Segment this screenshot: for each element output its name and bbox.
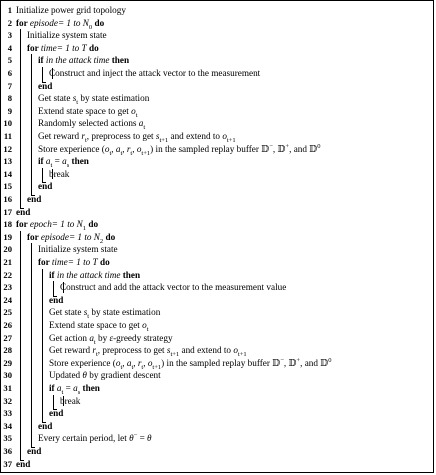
subscript: t <box>120 363 123 371</box>
text-segment: , 𝔻 <box>283 357 297 368</box>
line-number: 8 <box>7 93 12 104</box>
text-segment: in the attack time <box>56 269 121 280</box>
subscript: t <box>87 313 90 321</box>
line-number: 13 <box>3 156 12 167</box>
block-bracket <box>20 231 21 460</box>
line-text <box>49 332 173 345</box>
algorithm-line <box>1 319 431 332</box>
keyword: end <box>16 458 31 469</box>
subscript: t <box>146 325 149 333</box>
keyword: end <box>49 408 64 419</box>
line-text <box>16 17 104 30</box>
algorithm-line <box>1 395 431 408</box>
text-segment: s <box>72 93 77 104</box>
line-number: 1 <box>7 5 12 15</box>
algorithm-line <box>1 306 431 319</box>
algorithm-line <box>1 29 431 42</box>
text-segment: ) in the sampled replay buffer 𝔻 <box>161 357 281 368</box>
line-number: 6 <box>7 68 12 78</box>
algorithm-line <box>1 357 431 370</box>
line-text <box>38 155 89 168</box>
line-number: 9 <box>7 105 12 116</box>
algorithm-line <box>1 281 431 294</box>
line-number: 7 <box>7 80 12 91</box>
algorithm-line <box>1 294 431 307</box>
text-segment: a <box>126 357 132 368</box>
algorithm-line <box>1 42 431 55</box>
line-number: 31 <box>3 383 12 393</box>
text-segment: Store experience ( <box>38 143 105 154</box>
subscript: t <box>61 388 64 396</box>
algorithm-line <box>1 117 431 130</box>
algorithm-line <box>1 92 431 105</box>
line-text <box>38 117 145 130</box>
line-text <box>60 281 286 294</box>
text-segment: θ <box>82 370 87 381</box>
line-number: 22 <box>3 269 12 280</box>
subscript: t <box>131 363 134 371</box>
text-segment: o <box>104 143 110 154</box>
text-segment: a <box>89 332 94 343</box>
line-text <box>49 269 140 282</box>
text-segment: Get state <box>49 307 84 318</box>
line-text <box>49 344 247 357</box>
text-segment: , <box>132 143 137 154</box>
subscript: t+1 <box>226 136 236 144</box>
subscript: t <box>135 111 138 119</box>
line-number: 30 <box>3 370 12 381</box>
text-segment: , preprocess to get <box>97 345 167 356</box>
subscript: t <box>84 136 87 144</box>
text-segment: time= 1 to <box>51 257 93 267</box>
line-text <box>27 29 107 42</box>
algorithm-line <box>1 80 431 93</box>
line-number: 34 <box>3 420 12 431</box>
text-segment: Randomly selected actions <box>38 118 139 129</box>
text-segment: , <box>133 357 138 368</box>
text-segment: T <box>81 42 87 53</box>
line-number: 10 <box>3 118 12 129</box>
algorithm-line <box>1 180 431 193</box>
line-number: 11 <box>3 131 12 141</box>
block-bracket-end <box>42 422 46 423</box>
text-segment: θ <box>147 433 152 444</box>
superscript: − <box>280 356 284 364</box>
text-segment: , and 𝔻 <box>300 357 329 368</box>
subscript: s <box>77 388 81 396</box>
text-segment: = <box>137 433 148 444</box>
text-segment: by <box>95 332 110 343</box>
keyword: for <box>38 257 52 267</box>
block-bracket <box>31 54 32 195</box>
line-text <box>49 369 161 382</box>
text-segment: a <box>115 143 121 154</box>
algorithm-line <box>1 432 431 445</box>
line-text <box>49 382 100 395</box>
algorithm-line <box>1 143 431 156</box>
keyword: for <box>27 42 41 53</box>
keyword: if <box>38 156 46 167</box>
algorithm-line <box>1 458 431 471</box>
keyword: then <box>69 156 89 167</box>
line-number: 5 <box>7 55 12 66</box>
superscript: + <box>296 356 301 364</box>
line-number: 17 <box>3 206 12 217</box>
line-text <box>38 54 129 67</box>
line-text <box>49 306 160 319</box>
algorithm-line <box>1 168 431 181</box>
superscript: 0 <box>328 356 332 364</box>
text-segment: r <box>92 345 96 356</box>
line-number: 12 <box>3 143 12 154</box>
text-segment: Get reward <box>38 131 82 141</box>
keyword: if <box>49 383 57 393</box>
subscript: t+1 <box>152 363 162 371</box>
text-segment: by state estimation <box>78 93 150 104</box>
text-segment: a <box>73 383 78 393</box>
algorithm-line <box>1 155 431 168</box>
text-segment: time= 1 to <box>40 42 82 53</box>
inner-block-bar <box>63 282 64 293</box>
keyword: do <box>103 231 116 242</box>
line-text <box>49 319 149 332</box>
line-text <box>38 92 149 105</box>
text-segment: episode= 1 to <box>29 17 83 28</box>
subscript: 2 <box>99 237 104 245</box>
line-number: 35 <box>3 433 12 444</box>
text-segment: Store experience ( <box>49 357 116 368</box>
keyword: for <box>16 219 30 230</box>
algorithm-line <box>1 231 431 244</box>
text-segment: r <box>126 143 131 154</box>
subscript: s <box>66 162 70 170</box>
line-number: 33 <box>3 408 12 419</box>
keyword: if <box>38 55 46 66</box>
text-segment: ε <box>109 332 114 343</box>
text-segment: o <box>142 320 147 330</box>
text-segment: T <box>92 257 98 267</box>
subscript: 1 <box>82 225 87 233</box>
superscript: − <box>269 142 273 150</box>
algorithm-line <box>1 369 431 382</box>
text-segment: θ <box>129 433 134 444</box>
text-segment: Extend state space to get <box>38 105 132 116</box>
algorithm-line <box>1 445 431 458</box>
keyword: end <box>38 181 53 192</box>
block-bracket-end <box>20 460 24 461</box>
line-text <box>38 243 118 256</box>
line-number: 28 <box>3 345 12 356</box>
line-number: 2 <box>7 17 12 28</box>
line-number: 32 <box>3 395 12 406</box>
text-segment: epoch= 1 to <box>29 219 77 230</box>
text-segment: Initialize system state <box>27 30 107 41</box>
line-number: 36 <box>3 446 12 456</box>
text-segment: o <box>136 143 142 154</box>
keyword: end <box>38 80 53 91</box>
block-bracket-end <box>31 447 35 448</box>
subscript: t <box>109 149 112 157</box>
text-segment: o <box>222 131 227 141</box>
line-text <box>38 143 320 156</box>
line-number: 29 <box>3 357 12 368</box>
line-number: 24 <box>3 294 12 305</box>
line-text <box>27 42 99 55</box>
text-segment: , and 𝔻 <box>289 143 318 154</box>
text-segment: by state estimation <box>89 307 161 318</box>
text-segment: s <box>166 345 171 356</box>
line-text <box>38 105 138 118</box>
algorithm-line <box>1 4 431 17</box>
algorithm-line <box>1 332 431 345</box>
text-segment: in the attack time <box>45 55 110 66</box>
text-segment: , preprocess to get <box>86 131 156 141</box>
keyword: do <box>86 219 99 230</box>
algorithm-line <box>1 54 431 67</box>
keyword: if <box>49 269 57 280</box>
line-text <box>49 357 331 370</box>
text-segment: break <box>49 168 70 179</box>
keyword: end <box>38 420 53 431</box>
text-segment: a <box>45 156 51 167</box>
text-segment: Every certain period, let <box>38 433 130 444</box>
text-segment: N <box>93 231 100 242</box>
block-bracket <box>53 281 54 296</box>
keyword: for <box>27 231 41 242</box>
algorithm-line <box>1 193 431 206</box>
text-segment: Get action <box>49 332 90 343</box>
keyword: end <box>49 294 64 305</box>
subscript: t <box>93 338 96 346</box>
inner-block-bar <box>52 68 53 79</box>
text-segment: a <box>138 118 144 129</box>
text-segment: o <box>147 357 153 368</box>
keyword: end <box>27 194 42 204</box>
line-number: 14 <box>3 168 12 179</box>
text-segment: break <box>60 395 81 406</box>
text-segment: a <box>62 156 67 167</box>
keyword: end <box>16 206 31 217</box>
text-segment: Extend state space to get <box>49 320 143 330</box>
keyword: then <box>109 55 130 66</box>
algorithm-line <box>1 67 431 80</box>
line-text <box>38 256 110 269</box>
text-segment: N <box>82 17 89 28</box>
block-bracket-end <box>42 82 46 83</box>
line-text <box>38 432 152 445</box>
block-bracket <box>20 29 21 207</box>
keyword: then <box>80 383 100 393</box>
keyword: do <box>97 257 110 267</box>
block-bracket <box>42 168 43 183</box>
subscript: t <box>143 124 146 132</box>
text-segment: = <box>63 383 74 393</box>
block-bracket-end <box>31 195 35 196</box>
inner-block-bar <box>52 169 53 180</box>
text-segment: , <box>122 143 127 154</box>
line-number: 16 <box>3 194 12 204</box>
line-number: 37 <box>3 458 12 469</box>
text-segment: N <box>76 219 83 230</box>
text-segment: o <box>131 105 136 116</box>
subscript: t <box>50 162 53 170</box>
text-segment: -greedy strategy <box>113 332 173 343</box>
text-segment: r <box>137 357 142 368</box>
subscript: t+1 <box>237 351 247 359</box>
text-segment: a <box>56 383 62 393</box>
text-segment: , <box>143 357 148 368</box>
subscript: 0 <box>88 23 93 31</box>
line-number: 26 <box>3 320 12 330</box>
line-number: 20 <box>3 244 12 255</box>
algorithm-line <box>1 256 431 269</box>
algorithm-line <box>1 206 431 219</box>
text-segment: o <box>233 345 238 356</box>
text-segment: Updated <box>49 370 83 381</box>
block-bracket <box>42 67 43 82</box>
text-segment: and extend to <box>168 131 223 141</box>
keyword: do <box>86 42 99 53</box>
text-segment: s <box>83 307 88 318</box>
subscript: t <box>141 363 144 371</box>
line-text <box>27 231 115 244</box>
algorithm-line <box>1 105 431 118</box>
keyword: do <box>92 17 105 28</box>
text-segment: Get reward <box>49 345 93 356</box>
text-segment: Initialize power grid topology <box>16 5 126 15</box>
keyword: for <box>16 17 30 28</box>
line-number: 21 <box>3 257 12 267</box>
text-segment: , <box>122 357 127 368</box>
algorithm-line <box>1 344 431 357</box>
block-bracket-end <box>20 208 24 209</box>
subscript: t+1 <box>159 136 169 144</box>
line-text <box>16 218 98 231</box>
block-bracket <box>42 269 43 422</box>
line-number: 18 <box>3 219 12 230</box>
text-segment: and extend to <box>179 345 234 356</box>
algorithm-line <box>1 382 431 395</box>
subscript: t <box>76 99 79 107</box>
text-segment: = <box>52 156 63 167</box>
text-segment: , 𝔻 <box>272 143 286 154</box>
line-number: 15 <box>3 181 12 192</box>
text-segment: Construct and inject the attack vector to the measurement <box>49 68 261 78</box>
subscript: t <box>120 149 123 157</box>
text-segment: by gradient descent <box>86 370 161 381</box>
line-number: 3 <box>7 30 12 41</box>
block-bracket-end <box>42 182 46 183</box>
algorithm-line <box>1 218 431 231</box>
superscript: − <box>133 432 138 440</box>
block-bracket-end <box>53 296 57 297</box>
text-segment: , <box>111 143 116 154</box>
algorithm-line <box>1 407 431 420</box>
line-text <box>38 130 236 143</box>
line-number: 23 <box>3 282 12 293</box>
superscript: + <box>285 142 290 150</box>
text-segment: o <box>115 357 121 368</box>
line-number: 19 <box>3 231 12 242</box>
text-segment: ) in the sampled replay buffer 𝔻 <box>150 143 270 154</box>
text-segment: Initialize system state <box>38 244 118 255</box>
subscript: t+1 <box>170 351 180 359</box>
line-number: 4 <box>7 42 12 53</box>
block-bracket <box>53 395 54 410</box>
subscript: t <box>95 351 98 359</box>
block-bracket-end <box>53 409 57 410</box>
superscript: 0 <box>317 142 321 150</box>
line-number: 27 <box>3 332 12 343</box>
keyword: end <box>27 446 42 456</box>
keyword: then <box>120 269 141 280</box>
algorithm-line <box>1 420 431 433</box>
line-text <box>16 4 126 17</box>
text-segment: r <box>81 131 85 141</box>
inner-block-bar <box>63 396 64 407</box>
text-segment: Get state <box>38 93 73 104</box>
subscript: t+1 <box>141 149 151 157</box>
text-segment: s <box>155 131 160 141</box>
algorithm-line <box>1 269 431 282</box>
line-text <box>49 67 260 80</box>
algorithm-line <box>1 17 431 30</box>
algorithm-line <box>1 243 431 256</box>
text-segment: episode= 1 to <box>40 231 94 242</box>
subscript: t <box>130 149 133 157</box>
line-number: 25 <box>3 307 12 318</box>
block-bracket <box>31 243 32 447</box>
algorithm-line <box>1 130 431 143</box>
text-segment: Construct and add the attack vector to the measurement value <box>60 282 287 293</box>
